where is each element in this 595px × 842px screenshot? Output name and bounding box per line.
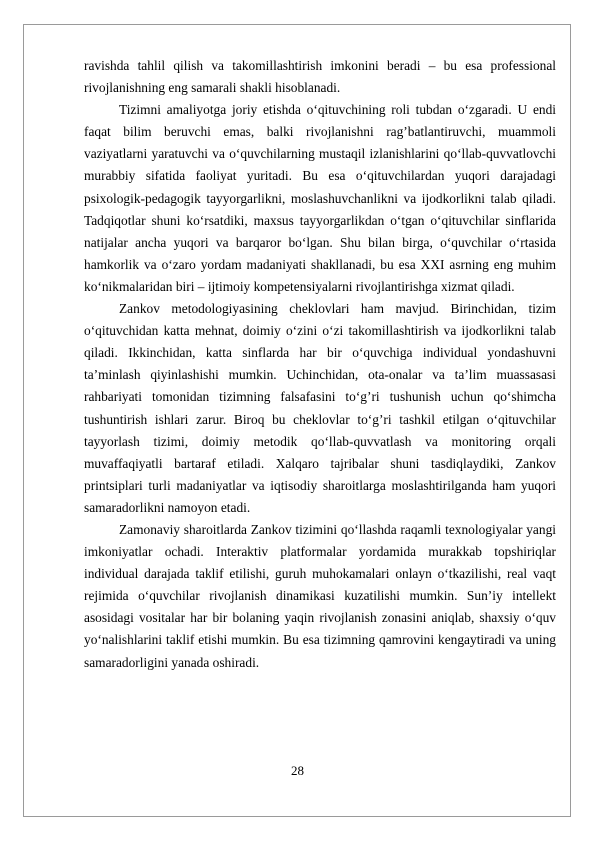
paragraph-continuation: ravishda tahlil qilish va takomillashtirish imkonini beradi – bu esa professional rivojlanishning eng samarali shakli hisoblanadi. xyxy=(84,58,556,96)
paragraph-limitations: Zankov metodologiyasining cheklovlari ham mavjud. Birinchidan, tizim o‘qituvchidan katta mehnat, doimiy o‘zini o‘zi takomillashtirish va ijodkorlikni talab qiladi. Ikkinchidan, katta sinflarda har bir o‘quvchiga individual yondashuvni ta’minlash qiyinlashishi mumkin. Uchinchidan, ota-onalar va ta’lim muassasasi rahbariyati tomonidan tizimning falsafasini to‘g’ri tushunish uchun qo‘shimcha tushuntirish ishlari zarur. Biroq bu cheklovlar to‘g’ri tashkil etilgan o‘qituvchilar tayyorlash tizimi, doimiy metodik qo‘llab-quvvatlash va monitoring orqali muvaffaqiyatli bartaraf etiladi. Xalqaro tajribalar shuni tasdiqlaydiki, Zankov printsiplari turli madaniyatlar va iqtisodiy sharoitlarga moslashtirilganda ham yuqori samaradorlikni namoyon etadi. xyxy=(84,301,556,515)
paragraph-teacher-role: Tizimni amaliyotga joriy etishda o‘qituvchining roli tubdan o‘zgaradi. U endi faqat bilim beruvchi emas, balki rivojlanishni rag’batlantiruvchi, muammoli vaziyatlarni yaratuvchi va o‘quvchilarning mustaqil izlanishlarini qo‘llab-quvvatlovchi murabbiy sifatida faoliyat yuritadi. Bu esa o‘qituvchilardan yuqori darajadagi psixologik-pedagogik tayyorgarlikni, moslashuvchanlikni va ijodkorlikni talab qiladi. Tadqiqotlar shuni ko‘rsatdiki, maxsus tayyorgarlikdan o‘tgan o‘qituvchilar sinflarida natijalar ancha yuqori va barqaror bo‘lgan. Shu bilan birga, o‘quvchilar o‘rtasida hamkorlik va o‘zaro yordam madaniyati shakllanadi, bu esa XXI asrning eng muhim ko‘nikmalaridan biri – ijtimoiy kompetensiyalarni rivojlantirishga xizmat qiladi. xyxy=(84,102,556,294)
page-number: 28 xyxy=(291,763,304,778)
paragraph-digital-technologies: Zamonaviy sharoitlarda Zankov tizimini qo‘llashda raqamli texnologiyalar yangi imkoniyatlar ochadi. Interaktiv platformalar yordamida murakkab topshiriqlar individual darajada taklif etilishi, guruh muhokamalari onlayn o‘tkazilishi, real vaqt rejimida o‘quvchilar rivojlanish dinamikasi kuzatilishi mumkin. Sun’iy intellekt asosidagi vositalar har bir bolaning yaqin rivojlanish zonasini aniqlab, shaxsiy o‘quv yo‘nalishlarini taklif etishi mumkin. Bu esa tizimning qamrovini kengaytiradi va uning samaradorligini yanada oshiradi. xyxy=(84,521,556,670)
document-body xyxy=(84,55,556,674)
